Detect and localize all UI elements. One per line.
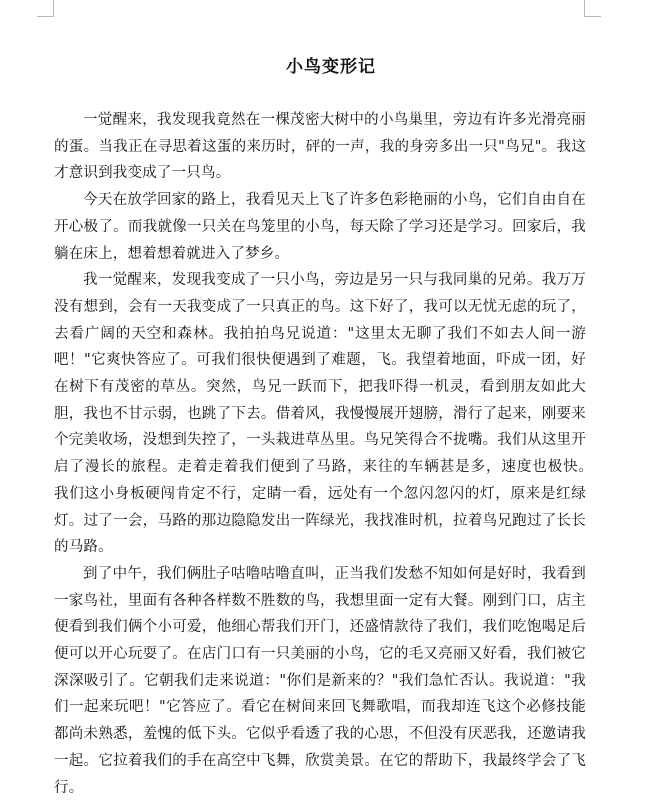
document-title: 小鸟变形记	[286, 57, 376, 77]
page-corner-mark-left	[37, 0, 54, 17]
paragraph-3: 我一觉醒来，发现我变成了一只小鸟，旁边是另一只与我同巢的兄弟。我万万没有想到，会有一天我变成了一只真正的鸟。这下好了，我可以无忧无虑的玩了，去看广阔的天空和森林。我拍拍鸟兄说道："这里太无聊了我们不如去人间一游吧！"它爽快答应了。可我们很快便遇到了难题，飞。我望着地面，吓成一团，好在树下有茂密的草丛。突然，鸟兄一跃而下，把我吓得一机灵，看到朋友如此大胆，我也不甘示弱，也跳了下去。借着风，我慢慢展开翅膀，滑行了起来，刚要来个完美收场，没想到失控了，一头栽进草丛里。鸟兄笑得合不拢嘴。我们从这里开启了漫长的旅程。走着走着我们便到了马路，来往的车辆甚是多，速度也极快。 我们这小身板硬闯肯定不行，定睛一看，远处有一个忽闪忽闪的灯，原来是红绿灯。过了一会，马路的那边隐隐发出一阵绿光，我找准时机，拉着鸟兄跑过了长长的马路。	[54, 272, 601, 556]
paragraph-4: 到了中午，我们俩肚子咕噜咕噜直叫，正当我们发愁不知如何是好时，我看到一家鸟社，里面有各种各样数不胜数的鸟，我想里面一定有大餐。刚到门口，店主便看到我们俩个小可爱，他细心帮我们开门，还盛情款待了我们，我们吃饱喝足后便可以开心玩耍了。在店门口有一只美丽的小鸟，它的毛又亮丽又好看，我们被它深深吸引了。它朝我们走来说道："你们是新来的？"我们急忙否认。我说道："我们一起来玩吧！"它答应了。看它在树间来回飞舞歌唱，而我却连飞这个必修技能都尚未熟悉，羞愧的低下头。它似乎看透了我的心思，不但没有厌恶我，还邀请我一起。它拉着我们的手在高空中飞舞，欣赏美景。在它的帮助下，我最终学会了飞行。	[54, 565, 586, 796]
page-corner-mark-right	[584, 0, 601, 17]
paragraph-2: 今天在放学回家的路上，我看见天上飞了许多色彩艳丽的小鸟，它们自由自在开心极了。而我就像一只关在鸟笼里的小鸟，每天除了学习还是学习。回家后，我躺在床上，想着想着就进入了梦乡。	[54, 192, 586, 262]
document-body	[54, 107, 601, 801]
paragraph-1: 一觉醒来，我发现我竟然在一棵茂密大树中的小鸟巢里，旁边有许多光滑亮丽的蛋。当我正在寻思着这蛋的来历时，砰的一声，我的身旁多出一只"鸟兄"。我这才意识到我变成了一只鸟。	[54, 112, 586, 182]
